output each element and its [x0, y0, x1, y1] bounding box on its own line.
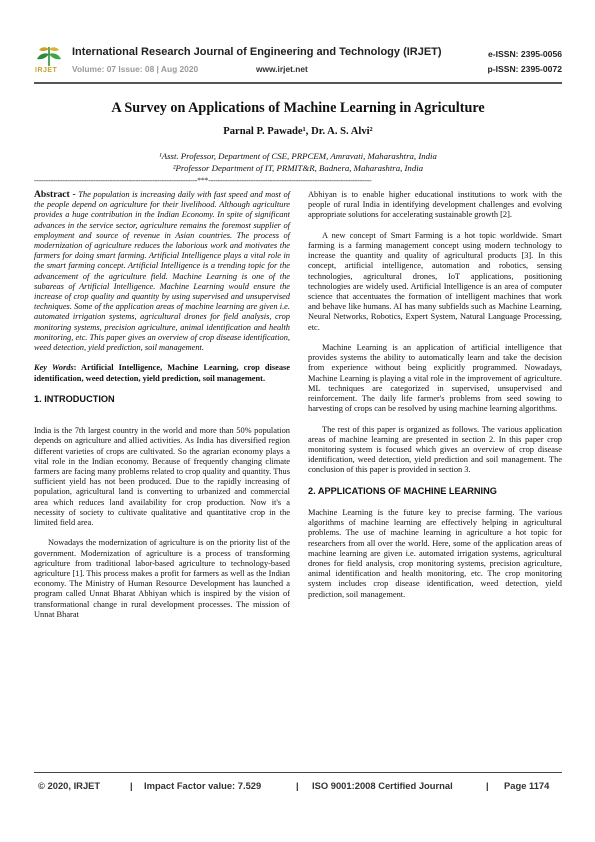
- applications-paragraph-1: Machine Learning is the future key to precise farming. The various algorithms of machine learning are effectively helping in agricultural problems. The use of machine learning in agriculture a hot topic for researchers from all over the world. Here, some of the application areas of machine learning are given i.e. automated irrigation systems, agricultural drones for field analysis, crop monitoring systems, precision agriculture, animal identification and health monitoring, etc. The crop monitoring system includes crop disease identification, weed detection, yield prediction, soil management.: [308, 508, 562, 599]
- keywords-label: Key Words: [34, 363, 74, 373]
- irjet-logo: [34, 44, 64, 76]
- footer-impact-factor: Impact Factor value: 7.529: [144, 780, 262, 791]
- leaf-logo-icon: [34, 44, 64, 68]
- abstract: [34, 190, 290, 353]
- footer-separator: |: [486, 780, 489, 791]
- footer-iso-certification: ISO 9001:2008 Certified Journal: [312, 780, 453, 791]
- right-paragraph-1: Abhiyan is to enable higher educational institutions to work with the people of rural India in identifying development challenges and evolving appropriate solutions for accelerating sustainable growth [2].: [308, 190, 562, 220]
- left-column: [34, 190, 290, 630]
- journal-title: International Research Journal of Engineering and Technology (IRJET): [72, 46, 442, 58]
- section-heading-introduction: 1. INTRODUCTION: [34, 394, 115, 405]
- journal-header: [34, 44, 562, 80]
- logo-text: IRJET: [35, 67, 58, 74]
- affiliation-2: ²Professor Department of IT, PRMIT&R, Badnera, Maharashtra, India: [172, 163, 424, 173]
- intro-paragraph-2: Nowadays the modernization of agriculture is on the priority list of the government. Modernization of agriculture is a process of transforming agriculture from traditional labor-based agriculture to technology-based agriculture [1]. This process makes a profit for farmers as well as the Indian economy. The Ministry of Human Resource Development has launched a program called Unnat Bharat Abhiyan which is inspired by the vision of transformational change in rural development processes. The mission of Unnat Bharat: [34, 538, 290, 619]
- title-separator: ---------------------------------------------------------------------***---------------------------------------------------------------------: [34, 176, 372, 185]
- right-paragraph-4: The rest of this paper is organized as follows. The various application areas of machine learning are presented in section 2. In this paper crop monitoring system is focused which gives an overview of crop disease identification, weed detection, yield prediction and soil management. The conclusion of this paper is provided in section 3.: [308, 424, 562, 475]
- paper-authors: Parnal P. Pawade¹, Dr. A. S. Alvi²: [223, 126, 373, 137]
- right-column: [308, 190, 562, 610]
- footer-divider: [34, 772, 562, 773]
- keywords-text: : Artificial Intelligence, Machine Learning, crop disease identification, weed detection, yield prediction, soil management.: [34, 363, 290, 383]
- abstract-label: Abstract -: [34, 189, 76, 200]
- paper-title: A Survey on Applications of Machine Learning in Agriculture: [111, 100, 485, 116]
- affiliation-1: ¹Asst. Professor, Department of CSE, PRPCEM, Amravati, Maharashtra, India: [159, 151, 437, 161]
- p-issn: p-ISSN: 2395-0072: [487, 64, 562, 74]
- abstract-text: The population is increasing daily with fast speed and most of the people depend on agriculture for their livelihood. Although agriculture provides a huge contribution in the Indian Economy. In spite of significant advances in the service sector, agriculture remains the foremost supplier of employment and source of revenue in Asian countries. The process of modernization of agriculture reduces the laborious work and motivates the farmers for doing smart farming. Artificial Intelligence plays a vital role in the smart farming concept. Artificial Intelligence is a trending topic for the advancement of the agriculture field. Machine Learning is one of the subareas of Artificial Intelligence. Machine Learning would ensure the increase of crop quality and quantity by using supervised and unsupervised techniques. Some of the application areas of machine learning are given i.e. automated irrigation systems, agricultural drones for field analysis, crop monitoring systems, precision agriculture, animal identification and health monitoring, etc. This paper gives an overview of crop disease identification, weed detection, yield prediction, soil management.: [34, 190, 291, 353]
- footer-page-number: Page 1174: [504, 780, 550, 791]
- footer-separator: |: [296, 780, 299, 791]
- intro-paragraph-1: India is the 7th largest country in the world and more than 50% population depends on agriculture and allied activities. As India has diversified region different varieties of crops are cultivated. So the agrarian economy plays a vital role in the Indian economy. Because of frequently changing climate farmers are facing many problems related to crop quality and quantity. Thus sufficient yield has not been produced. Due to the rapidly increasing of population, agricultural land is converting to urbanized and commercial area which reduces land availability for crop production. Now it's a necessity of society to cultivate qualitative and quantitative crop in the limited field area.: [34, 426, 290, 528]
- journal-website: www.irjet.net: [256, 64, 308, 74]
- e-issn: e-ISSN: 2395-0056: [487, 49, 562, 59]
- right-paragraph-3: Machine Learning is an application of artificial intelligence that provides systems the ability to automatically learn and take the decision from experience without being explicitly programmed. Nowadays, Machine Learning is playing a vital role in the improvement of agriculture. ML techniques are categorized in supervised, unsupervised and reinforcement. The daily life farmer's problems from seed sowing to harvesting of crops can be resolved by using machine learning algorithms.: [308, 343, 562, 414]
- footer-copyright: © 2020, IRJET: [38, 780, 101, 791]
- volume-info: Volume: 07 Issue: 08 | Aug 2020: [72, 64, 199, 74]
- right-paragraph-2: A new concept of Smart Farming is a hot topic worldwide. Smart farming is a farming management concept using modern technology to increase the quantity and quality of agricultural products [3]. In this concept, artificial intelligence, automation and robotics, sensing technologies, agricultural drones, IoT applications, positioning technologies are widely used. Artificial Intelligence is an area of computer science that accentuates the formation of intelligent machines that work and behave like humans. AI has many subfields such as Machine Learning, Neural Networks, Robotics, Expert System, Natural Language Processing, etc.: [308, 230, 562, 332]
- page-footer: [34, 780, 562, 794]
- section-heading-applications: 2. APPLICATIONS OF MACHINE LEARNING: [308, 485, 497, 496]
- footer-separator: |: [130, 780, 133, 791]
- header-divider: [34, 82, 562, 84]
- keywords: [34, 363, 290, 383]
